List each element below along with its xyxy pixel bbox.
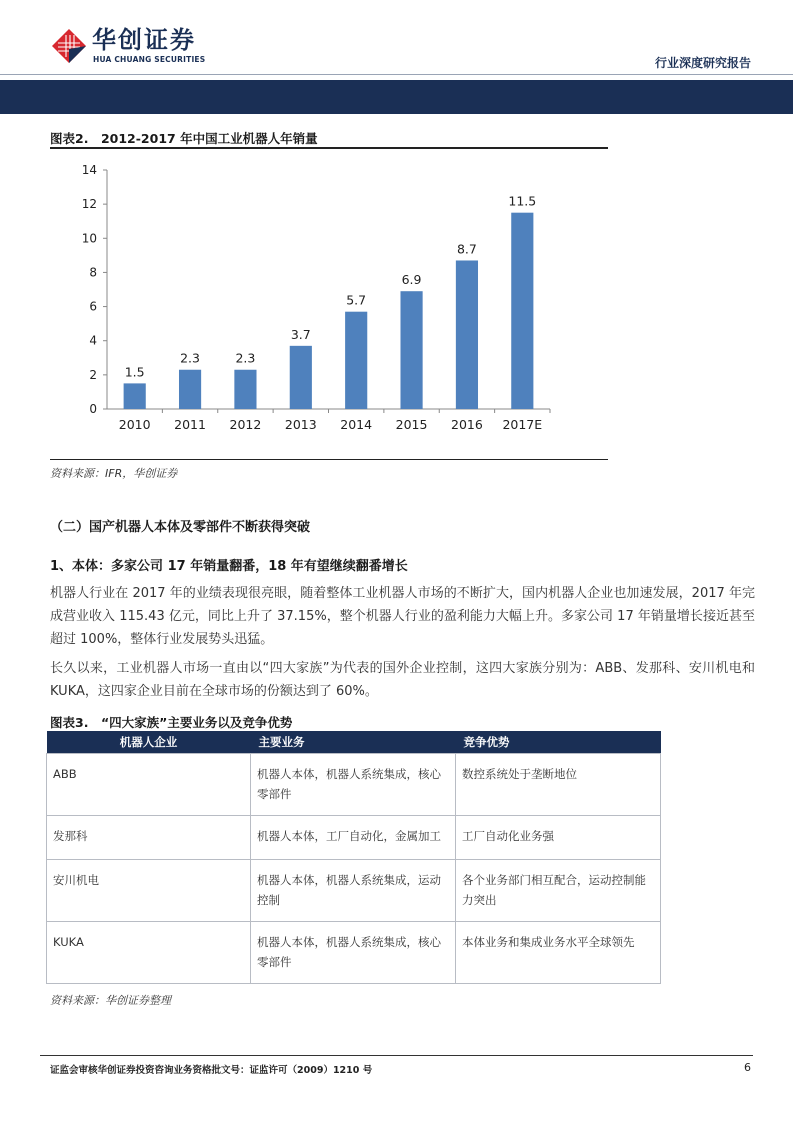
paragraph-2: 长久以来，工业机器人市场一直由以“四大家族”为代表的国外企业控制，这四大家族分别为：ABB、发那科、安川机电和 KUKA，这四家企业目前在全球市场的份额达到了 60%。 (50, 661, 755, 699)
cell-company: 安川机电 (47, 860, 251, 922)
figure3-source: 资料来源：华创证券整理 (50, 994, 171, 1007)
x-tick-label: 2013 (284, 417, 317, 432)
cell-company: 发那科 (47, 816, 251, 860)
x-tick-label: 2012 (229, 417, 262, 432)
chart-axes (107, 170, 550, 409)
figure2-bottom-rule (50, 459, 608, 460)
paragraph-1: 机器人行业在 2017 年的业绩表现很亮眼，随着整体工业机器人市场的不断扩大，国内机器人企业也加速发展，2017 年完成营业收入 115.43 亿元，同比上升了 37.15%，整个机器人行业的盈利能力大幅上升。多家公司 17 年销量增长接近甚至超过 100%，整体行业发展势头迅猛。 (50, 586, 755, 647)
sub-heading: 1、本体：多家公司 17 年销量翻番，18 年有望继续翻番增长 (50, 559, 408, 574)
bar-data-label: 11.5 (508, 193, 537, 209)
bar (400, 291, 422, 409)
table-row (47, 816, 661, 860)
cell-advantage: 数控系统处于垄断地位 (456, 754, 661, 816)
header-divider (0, 74, 793, 75)
figure2-source: 资料来源：IFR，华创证券 (50, 467, 178, 480)
bar-data-label: 2.3 (235, 350, 256, 366)
y-tick-label: 8 (89, 265, 97, 280)
y-tick-label: 12 (81, 197, 97, 212)
cell-advantage: 本体业务和集成业务水平全球领先 (456, 922, 661, 984)
y-tick-label: 4 (89, 333, 97, 348)
brand-name-en: HUA CHUANG SECURITIES (93, 55, 206, 64)
y-tick-label: 0 (89, 402, 97, 416)
bar-data-label: 2.3 (180, 350, 201, 366)
cell-company: KUKA (47, 922, 251, 984)
chart-x-ticks (119, 409, 550, 432)
header-advantage: 竞争优势 (456, 731, 661, 754)
bar-data-label: 6.9 (401, 272, 422, 288)
y-tick-label: 2 (89, 367, 97, 382)
x-tick-label: 2011 (174, 417, 206, 432)
bar (179, 370, 201, 409)
footer-license: 证监会审核华创证券投资咨询业务资格批文号：证监许可（2009）1210 号 (50, 1065, 373, 1076)
x-tick-label: 2014 (340, 417, 373, 432)
footer-divider (40, 1055, 753, 1056)
table-row (47, 754, 661, 816)
section-heading: （二）国产机器人本体及零部件不断获得突破 (50, 520, 311, 535)
cell-advantage: 各个业务部门相互配合，运动控制能力突出 (456, 860, 661, 922)
cell-business: 机器人本体，工厂自动化，金属加工 (251, 816, 456, 860)
y-tick-label: 10 (81, 231, 97, 246)
bar (456, 260, 478, 409)
figure2-title: 图表2. 2012-2017 年中国工业机器人年销量 (50, 131, 318, 146)
sales-bar-chart (50, 150, 610, 462)
bar-data-label: 1.5 (124, 364, 145, 380)
header-company: 机器人企业 (47, 731, 251, 754)
chart-y-ticks (82, 163, 107, 416)
y-tick-label: 6 (89, 299, 97, 314)
bar (290, 346, 312, 409)
hua-chuang-logo-icon (50, 27, 88, 65)
figure2-top-rule (50, 147, 608, 149)
cell-business: 机器人本体，机器人系统集成，核心零部件 (251, 922, 456, 984)
report-type-label: 行业深度研究报告 (654, 56, 751, 70)
figure3-title: 图表3. “四大家族”主要业务以及竞争优势 (50, 715, 293, 730)
x-tick-label: 2016 (451, 417, 483, 432)
bar-data-label: 8.7 (456, 241, 477, 257)
x-tick-label: 2010 (118, 417, 151, 432)
bar (511, 213, 533, 409)
header-bar (0, 80, 793, 114)
cell-business: 机器人本体，机器人系统集成，核心零部件 (251, 754, 456, 816)
bar (234, 370, 256, 409)
cell-business: 机器人本体，机器人系统集成，运动控制 (251, 860, 456, 922)
page-number: 6 (744, 1061, 751, 1074)
brand-name-cn: 华创证券 (92, 26, 196, 54)
x-tick-label: 2017E (502, 417, 543, 432)
bar (124, 383, 146, 409)
bar-data-label: 3.7 (290, 326, 311, 342)
table-header-row (47, 731, 661, 754)
cell-advantage: 工厂自动化业务强 (456, 816, 661, 860)
x-tick-label: 2015 (395, 417, 428, 432)
header-business: 主要业务 (251, 731, 456, 754)
bar (345, 312, 367, 409)
y-tick-label: 14 (81, 163, 97, 177)
table-row (47, 860, 661, 922)
bar-data-label: 5.7 (346, 292, 367, 308)
table-row (47, 922, 661, 984)
four-families-table (46, 731, 661, 984)
cell-company: ABB (47, 754, 251, 816)
